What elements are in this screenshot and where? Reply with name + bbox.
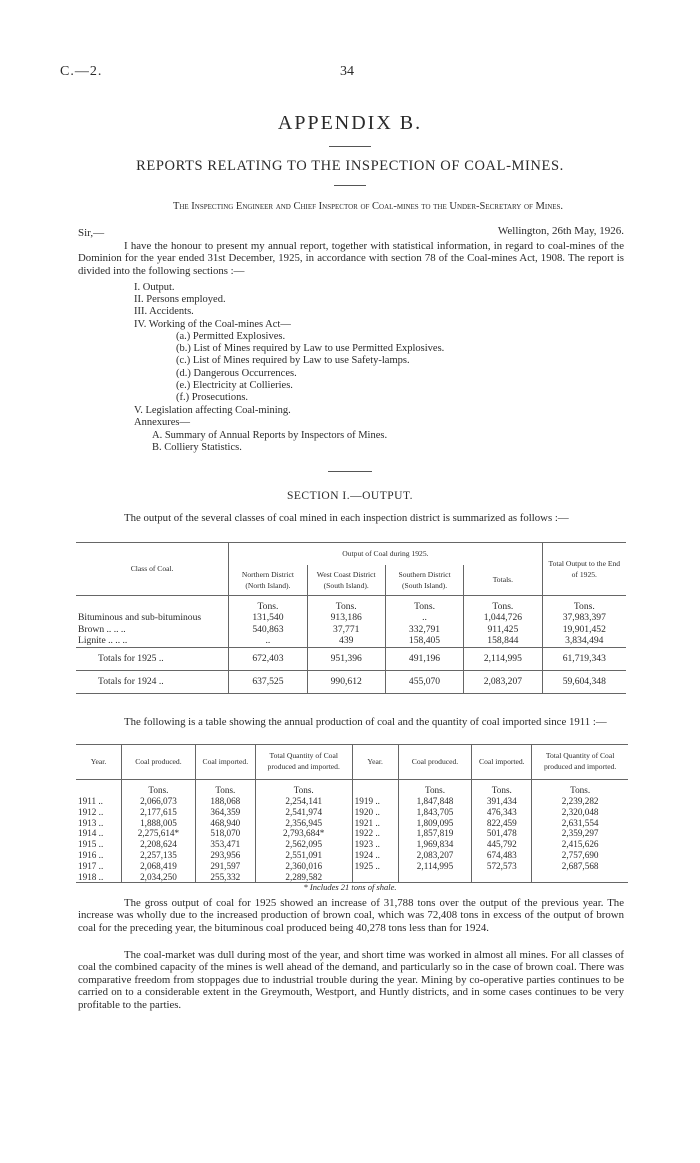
annexures-label: Annexures— (134, 417, 190, 429)
list-item: V. Legislation affecting Coal-mining. (134, 405, 291, 416)
table-row: 1916 .. 2,257,135 293,956 2,551,091 1924 .. 2,083,207 674,483 2,757,690 (76, 850, 628, 861)
table-row: Bituminous and sub-bituminous 131,540 913,186 .. 1,044,726 37,983,397 (76, 612, 626, 624)
gross-output-paragraph: The gross output of coal for 1925 showed an increase of 31,788 tons over the output of the previous year. The increase was wholly due to the increased production of brown coal, which was 72,408 tons in excess of the output of brown coal for the preceding year, the bituminous coal produced being 40,278 tons less than for 1924. (78, 897, 624, 934)
main-title: REPORTS RELATING TO THE INSPECTION OF COAL-MINES. (136, 158, 564, 174)
table-row: 1911 .. 2,066,073 188,068 2,254,141 1919 .. 1,847,848 391,434 2,239,282 (76, 796, 628, 807)
annexures-list (152, 430, 387, 454)
document-reference: C.—2. (60, 64, 103, 79)
production-table: Year. Coal produced. Coal imported. Total Quantity of Coal produced and imported. Year. Coal produced. Coal imported. Total Quantity of Coal produced and imported. Tons. Tons. Tons. Tons. Tons. Tons. 1911 .. 2,066,073 188,068 2,254,141 1919 .. 1,847,848 391,434 2,239,282 1912 .. 2,177,615 364,359 2,541,974 1920 .. 1,843,705 476,343 2,320,048 1913 .. 1,888,005 468,940 2,356,945 1921 .. 1,809,095 822,459 2,631,554 1914 .. 2,275,614* 518,070 2,793,684* 1922 .. 1,857,819 501,478 2,359,297 1915 .. 2,208,624 353,471 2,562,095 1923 .. 1,969,834 445,792 2,415,626 1916 .. 2,257,135 293,956 2,551,091 1924 .. 2,083,207 674,483 2,757,690 1917 .. 2,068,419 291,597 2,360,016 1925 .. 2,114,995 572,573 2,687,568 1918 .. 2,034,250 255,332 2,289,582 (76, 744, 628, 883)
sub-items-list (176, 331, 444, 404)
main-title-rule (334, 185, 366, 186)
district-header: Northern District (North Island). (229, 565, 307, 596)
list-item: B. Colliery Statistics. (152, 442, 242, 454)
produced-header: Coal produced. (122, 745, 196, 780)
table-row-totals-1924: Totals for 1924 .. 637,525 990,612 455,070 2,083,207 59,604,348 (76, 670, 626, 693)
section-rule (328, 471, 372, 472)
appendix-title: APPENDIX B. (277, 112, 423, 134)
sections-list (134, 282, 291, 331)
table-row: 1915 .. 2,208,624 353,471 2,562,095 1923 .. 1,969,834 445,792 2,415,626 (76, 839, 628, 850)
page-number: 34 (340, 64, 354, 79)
production-intro: The following is a table showing the annual production of coal and the quantity of coal imported since 1911 :— (124, 716, 607, 728)
output-table: Class of Coal. Output of Coal during 1925. Total Output to the End of 1925. Northern District (North Island). West Coast District (South Island). Southern District (South Island). Totals. Tons. Tons. Tons. Tons. Tons. Bituminous and sub-bituminous 131,540 913,186 .. 1,044,726 37,983,397 Brown .. .. .. 540,863 37,771 332,791 911,425 19,901,452 Lignite .. .. .. .. 439 158,405 158,844 3,834,494 Totals for 1925 .. 672,403 951,396 491,196 2,114,995 61,719,343 Totals for 1924 .. 637,525 990,612 455,070 2,083,207 59,604,348 (76, 542, 626, 694)
imported-header: Coal imported. (472, 745, 532, 780)
address-line: The Inspecting Engineer and Chief Inspector of Coal-mines to the Under-Secretary of Mines. (172, 201, 564, 212)
table-row: Lignite .. .. .. .. 439 158,405 158,844 3,834,494 (76, 635, 626, 647)
table-row: 1912 .. 2,177,615 364,359 2,541,974 1920 .. 1,843,705 476,343 2,320,048 (76, 807, 628, 818)
year-header: Year. (352, 745, 398, 780)
footnote: * Includes 21 tons of shale. (303, 882, 397, 892)
table-row: Brown .. .. .. 540,863 37,771 332,791 911,425 19,901,452 (76, 624, 626, 636)
class-header: Class of Coal. (130, 564, 174, 574)
intro-paragraph: I have the honour to present my annual report, together with statistical information, in regard to coal-mines of the Dominion for the year ended 31st December, 1925, in accordance with section 78 of the Coal-mines Act, 1908. The report is divided into the following sections :— (78, 240, 624, 277)
total-header: Total Quantity of Coal produced and imported. (255, 745, 352, 780)
coal-market-paragraph: The coal-market was dull during most of the year, and short time was worked in almost all mines. For all classes of coal the combined capacity of the mines is well ahead of the demand, and particularly so in the case of brown coal. There was comparative freedom from stoppages due to industrial trouble during the year. Mining by co-operative parties continues to be carried on to a considerable extent in the Greymouth, Westport, and Huntly districts, and in some cases continues to be very profitable to the parties. (78, 949, 624, 1011)
table-row: 1914 .. 2,275,614* 518,070 2,793,684* 1922 .. 1,857,819 501,478 2,359,297 (76, 828, 628, 839)
section-v-list (134, 405, 291, 429)
district-header: West Coast District (South Island). (307, 565, 385, 596)
year-header: Year. (90, 756, 107, 766)
imported-header: Coal imported. (195, 745, 255, 780)
table-row: 1917 .. 2,068,419 291,597 2,360,016 1925 .. 2,114,995 572,573 2,687,568 (76, 861, 628, 872)
title-rule (329, 146, 371, 147)
date-line: Wellington, 26th May, 1926. (497, 225, 624, 237)
table-row: 1913 .. 1,888,005 468,940 2,356,945 1921 .. 1,809,095 822,459 2,631,554 (76, 818, 628, 829)
list-item: (a.) Permitted Explosives. (176, 331, 286, 342)
produced-header: Coal produced. (398, 745, 472, 780)
list-item: (e.) Electricity at Collieries. (176, 379, 293, 391)
district-header: Southern District (South Island). (385, 565, 463, 596)
list-item: (d.) Dangerous Occurrences. (176, 367, 297, 379)
list-item: A. Summary of Annual Reports by Inspectors of Mines. (152, 430, 388, 441)
section-heading: SECTION I.—OUTPUT. (286, 490, 414, 502)
list-item: (f.) Prosecutions. (176, 392, 249, 404)
district-header: Totals. (464, 565, 542, 596)
table-row: 1918 .. 2,034,250 255,332 2,289,582 (76, 872, 628, 883)
list-item: I. Output. (134, 282, 175, 293)
list-item: (c.) List of Mines required by Law to use Safety-lamps. (176, 355, 410, 367)
table-row-totals-1925: Totals for 1925 .. 672,403 951,396 491,196 2,114,995 61,719,343 (76, 647, 626, 670)
section-intro: The output of the several classes of coal mined in each inspection district is summarized as follows :— (124, 512, 569, 524)
list-item: (b.) List of Mines required by Law to use Permitted Explosives. (176, 343, 445, 355)
salutation: Sir,— (78, 227, 105, 239)
total-header: Total Quantity of Coal produced and imported. (532, 745, 628, 780)
group-header: Output of Coal during 1925. (229, 543, 542, 566)
total-header: Total Output to the End of 1925. (542, 543, 626, 596)
list-item: III. Accidents. (134, 306, 194, 318)
list-item: II. Persons employed. (134, 294, 226, 306)
list-item: IV. Working of the Coal-mines Act— (134, 318, 291, 330)
